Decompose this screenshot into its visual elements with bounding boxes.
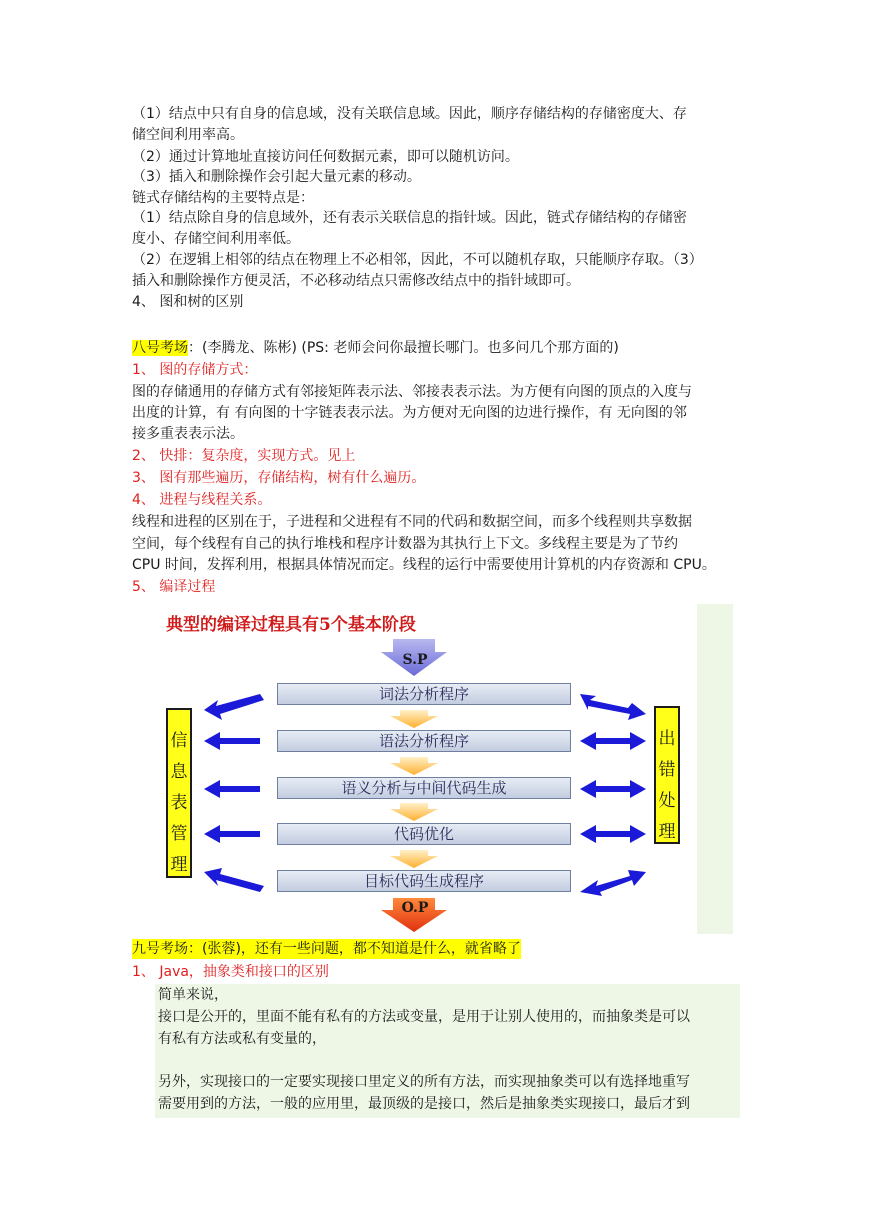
text-line: （2）在逻辑上相邻的结点在物理上不必相邻，因此，不可以随机存取，只能顺序存取。（3） xyxy=(132,252,703,268)
exam8-heading-rest: ：(李腾龙、陈彬) (PS: 老师会问你最擅长哪门。也多问几个那方面的) xyxy=(188,340,619,356)
answer-line: 接口是公开的，里面不能有私有的方法或变量，是用于让别人使用的，而抽象类是可以 xyxy=(158,1009,690,1025)
text-line: （1）结点中只有自身的信息域，没有关联信息域。因此，顺序存储结构的存储密度大、存 xyxy=(132,106,687,122)
answer-line: CPU 时间，发挥利用，根据具体情况而定。线程的运行中需要使用计算机的内存资源和 CPU。 xyxy=(132,557,716,573)
question-3: 3、 图有那些遍历，存储结构，树有什么遍历。 xyxy=(132,470,426,486)
text-line: 储空间利用率高。 xyxy=(132,127,244,143)
stage-semantic: 语义分析与中间代码生成 xyxy=(277,777,571,799)
flow-arrow xyxy=(390,803,438,821)
stage-lexical: 词法分析程序 xyxy=(277,683,571,705)
text-line: 插入和删除操作方便灵活，不必移动结点只需修改结点中的指针域即可。 xyxy=(132,273,580,289)
op-label: O.P xyxy=(401,900,429,916)
left-arrows xyxy=(204,694,264,892)
right-arrows xyxy=(580,694,646,896)
exam9-heading: 九号考场：(张蓉)，还有一些问题，都不知道是什么，就省略了 xyxy=(132,941,521,957)
answer-line: 需要用到的方法，一般的应用里，最顶级的是接口，然后是抽象类实现接口，最后才到 xyxy=(158,1096,690,1112)
question-5: 5、 编译过程 xyxy=(132,579,216,595)
stage-codegen: 目标代码生成程序 xyxy=(277,870,571,892)
flow-arrow xyxy=(390,850,438,868)
answer-line: 图的存储通用的存储方式有邻接矩阵表示法、邻接表表示法。为方便有向图的顶点的入度与 xyxy=(132,384,692,400)
answer-line: 空间，每个线程有自己的执行堆栈和程序计数器为其执行上下文。多线程主要是为了节约 xyxy=(132,536,678,552)
answer-line: 接多重表表示法。 xyxy=(132,426,244,442)
exam8-heading xyxy=(132,338,619,358)
stage-syntax: 语法分析程序 xyxy=(277,730,571,752)
exam8-heading-highlight: 八号考场 xyxy=(132,340,188,356)
text-line: 链式存储结构的主要特点是： xyxy=(132,190,314,206)
compilation-diagram xyxy=(160,604,733,934)
error-handling-box: 出错处理 xyxy=(654,706,680,844)
flow-arrow xyxy=(390,757,438,775)
text-line: 4、 图和树的区别 xyxy=(132,294,244,310)
info-table-box: 信息表管理 xyxy=(166,708,192,878)
question-1: 1、 图的存储方式： xyxy=(132,362,258,378)
text-line: 度小、存储空间利用率低。 xyxy=(132,231,300,247)
stage-optimization: 代码优化 xyxy=(277,823,571,845)
question-2: 2、 快排：复杂度，实现方式。见上 xyxy=(132,448,356,464)
sp-label: S.P xyxy=(402,652,428,668)
exam9-question-1: 1、 Java，抽象类和接口的区别 xyxy=(132,964,329,980)
figure-title: 典型的编译过程具有5个基本阶段 xyxy=(166,615,416,635)
answer-line: 出度的计算，有 有向图的十字链表表示法。为方便对无向图的边进行操作，有 无向图的邻 xyxy=(132,405,687,421)
answer-line: 有私有方法或私有变量的， xyxy=(158,1031,326,1047)
answer-line: 简单来说， xyxy=(158,987,228,1003)
text-line: （3）插入和删除操作会引起大量元素的移动。 xyxy=(132,169,421,185)
question-4: 4、 进程与线程关系。 xyxy=(132,492,272,508)
text-line: （2）通过计算地址直接访问任何数据元素，即可以随机访问。 xyxy=(132,149,519,165)
answer-line: 线程和进程的区别在于，子进程和父进程有不同的代码和数据空间，而多个线程则共享数据 xyxy=(132,514,692,530)
flow-arrow xyxy=(390,710,438,728)
text-line: （1）结点除自身的信息域外，还有表示关联信息的指针域。因此，链式存储结构的存储密 xyxy=(132,210,687,226)
answer-line: 另外，实现接口的一定要实现接口里定义的所有方法，而实现抽象类可以有选择地重写 xyxy=(158,1074,690,1090)
